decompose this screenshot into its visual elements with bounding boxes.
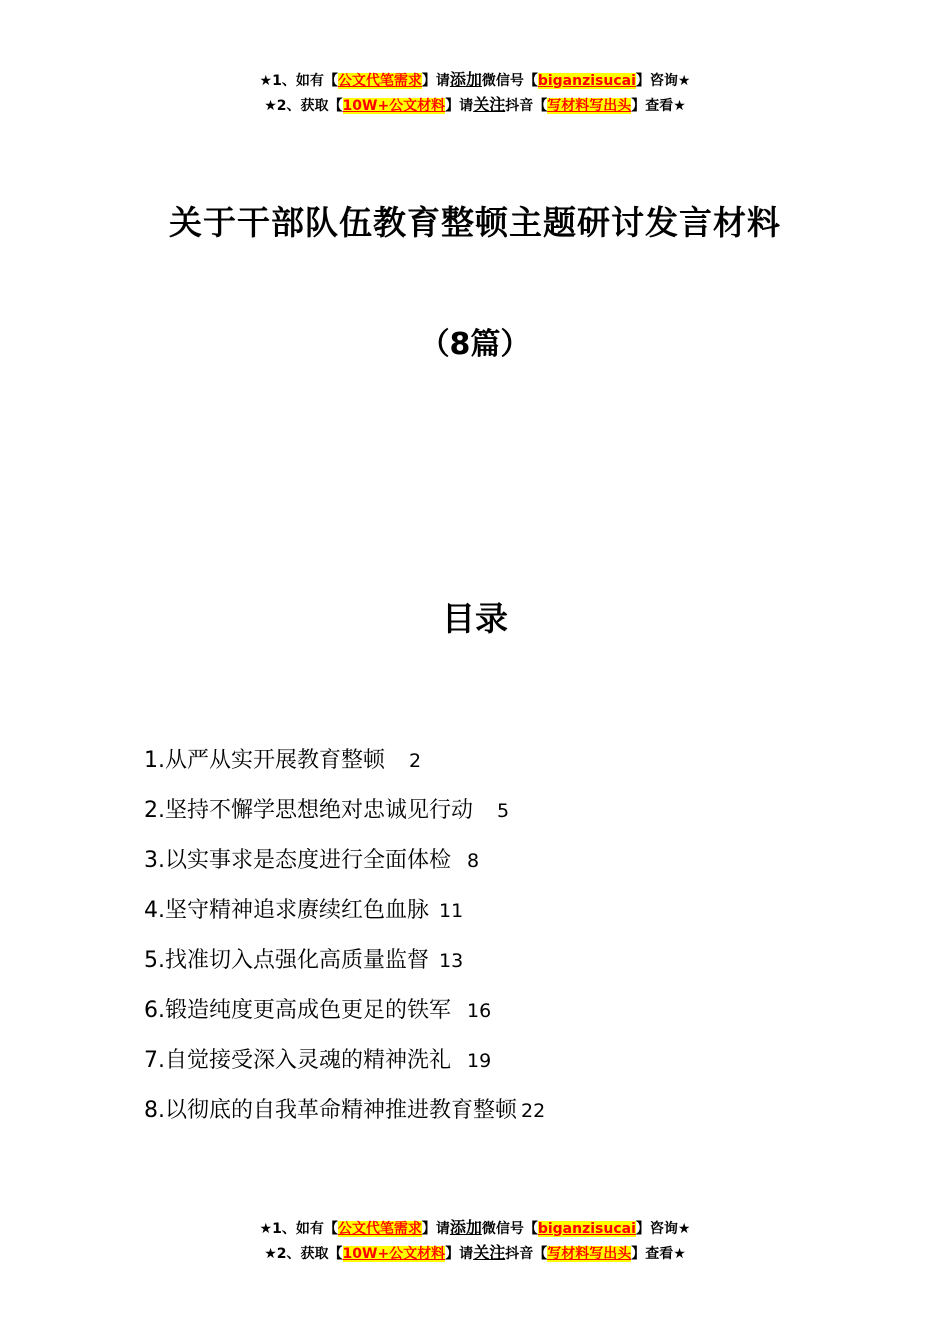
banner-highlight: 公文代笔需求 bbox=[337, 73, 422, 89]
toc-item[interactable] bbox=[144, 736, 844, 786]
toc-item-page: 5 bbox=[497, 800, 510, 822]
toc-item-title: 1.从严从实开展教育整顿 bbox=[144, 748, 385, 773]
toc-item-title: 6.锻造纯度更高成色更足的铁军 bbox=[144, 998, 451, 1023]
toc-item[interactable] bbox=[144, 1086, 844, 1136]
toc-item-title: 2.坚持不懈学思想绝对忠诚见行动 bbox=[144, 798, 473, 823]
banner-line-2 bbox=[0, 1241, 950, 1266]
banner-text: 】咨询★ bbox=[635, 1221, 691, 1237]
banner-text: 】请 bbox=[445, 1246, 474, 1262]
toc-item-title: 5.找准切入点强化高质量监督 bbox=[144, 948, 429, 973]
document-subtitle: （8篇） bbox=[419, 327, 531, 362]
toc-item[interactable] bbox=[144, 1036, 844, 1086]
toc-item-title: 4.坚守精神追求赓续红色血脉 bbox=[144, 898, 429, 923]
banner-emphasis: 添加 bbox=[449, 70, 482, 89]
top-banner bbox=[0, 68, 950, 118]
banner-line-1 bbox=[0, 1216, 950, 1241]
toc-item[interactable] bbox=[144, 786, 844, 836]
banner-text: 微信号【 bbox=[481, 1221, 538, 1237]
toc-item-page: 16 bbox=[467, 1000, 492, 1022]
banner-text: 】请 bbox=[421, 1221, 450, 1237]
banner-text: 抖音【 bbox=[505, 1246, 548, 1262]
banner-text: 微信号【 bbox=[481, 73, 538, 89]
toc-item-title: 8.以彻底的自我革命精神推进教育整顿 bbox=[144, 1098, 517, 1123]
toc-item[interactable] bbox=[144, 886, 844, 936]
banner-text: 】请 bbox=[445, 98, 474, 114]
toc-item-title: 7.自觉接受深入灵魂的精神洗礼 bbox=[144, 1048, 451, 1073]
toc-item-page: 2 bbox=[409, 750, 422, 772]
banner-text: 】查看★ bbox=[631, 98, 686, 114]
banner-text: 】请 bbox=[421, 73, 450, 89]
banner-text: ★2、获取【 bbox=[264, 1246, 343, 1262]
banner-text: ★2、获取【 bbox=[264, 98, 343, 114]
table-of-contents bbox=[144, 736, 844, 1136]
banner-text: 抖音【 bbox=[505, 98, 548, 114]
toc-item-page: 11 bbox=[439, 900, 464, 922]
banner-line-1 bbox=[0, 68, 950, 93]
banner-emphasis: 关注 bbox=[473, 1243, 506, 1262]
toc-heading: 目录 bbox=[442, 599, 508, 638]
banner-highlight: 公文代笔需求 bbox=[337, 1221, 422, 1237]
banner-text: ★1、如有【 bbox=[259, 73, 338, 89]
banner-text: 】咨询★ bbox=[635, 73, 691, 89]
banner-highlight: biganzisucai bbox=[537, 1221, 636, 1237]
banner-text: 】查看★ bbox=[631, 1246, 686, 1262]
banner-emphasis: 添加 bbox=[449, 1218, 482, 1237]
toc-item-page: 13 bbox=[439, 950, 464, 972]
banner-highlight: 10W+公文材料 bbox=[342, 1246, 446, 1262]
toc-item[interactable] bbox=[144, 836, 844, 886]
toc-item[interactable] bbox=[144, 936, 844, 986]
bottom-banner bbox=[0, 1216, 950, 1266]
banner-highlight: 写材料写出头 bbox=[547, 98, 632, 114]
banner-highlight: 写材料写出头 bbox=[547, 1246, 632, 1262]
banner-text: ★1、如有【 bbox=[259, 1221, 338, 1237]
banner-highlight: 10W+公文材料 bbox=[342, 98, 446, 114]
toc-item-page: 8 bbox=[467, 850, 480, 872]
banner-highlight: biganzisucai bbox=[537, 73, 636, 89]
banner-emphasis: 关注 bbox=[473, 95, 506, 114]
toc-item[interactable] bbox=[144, 986, 844, 1036]
toc-item-page: 19 bbox=[467, 1050, 492, 1072]
banner-line-2 bbox=[0, 93, 950, 118]
toc-item-title: 3.以实事求是态度进行全面体检 bbox=[144, 848, 451, 873]
document-title: 关于干部队伍教育整顿主题研讨发言材料 bbox=[169, 203, 781, 242]
toc-item-page: 22 bbox=[521, 1100, 546, 1122]
